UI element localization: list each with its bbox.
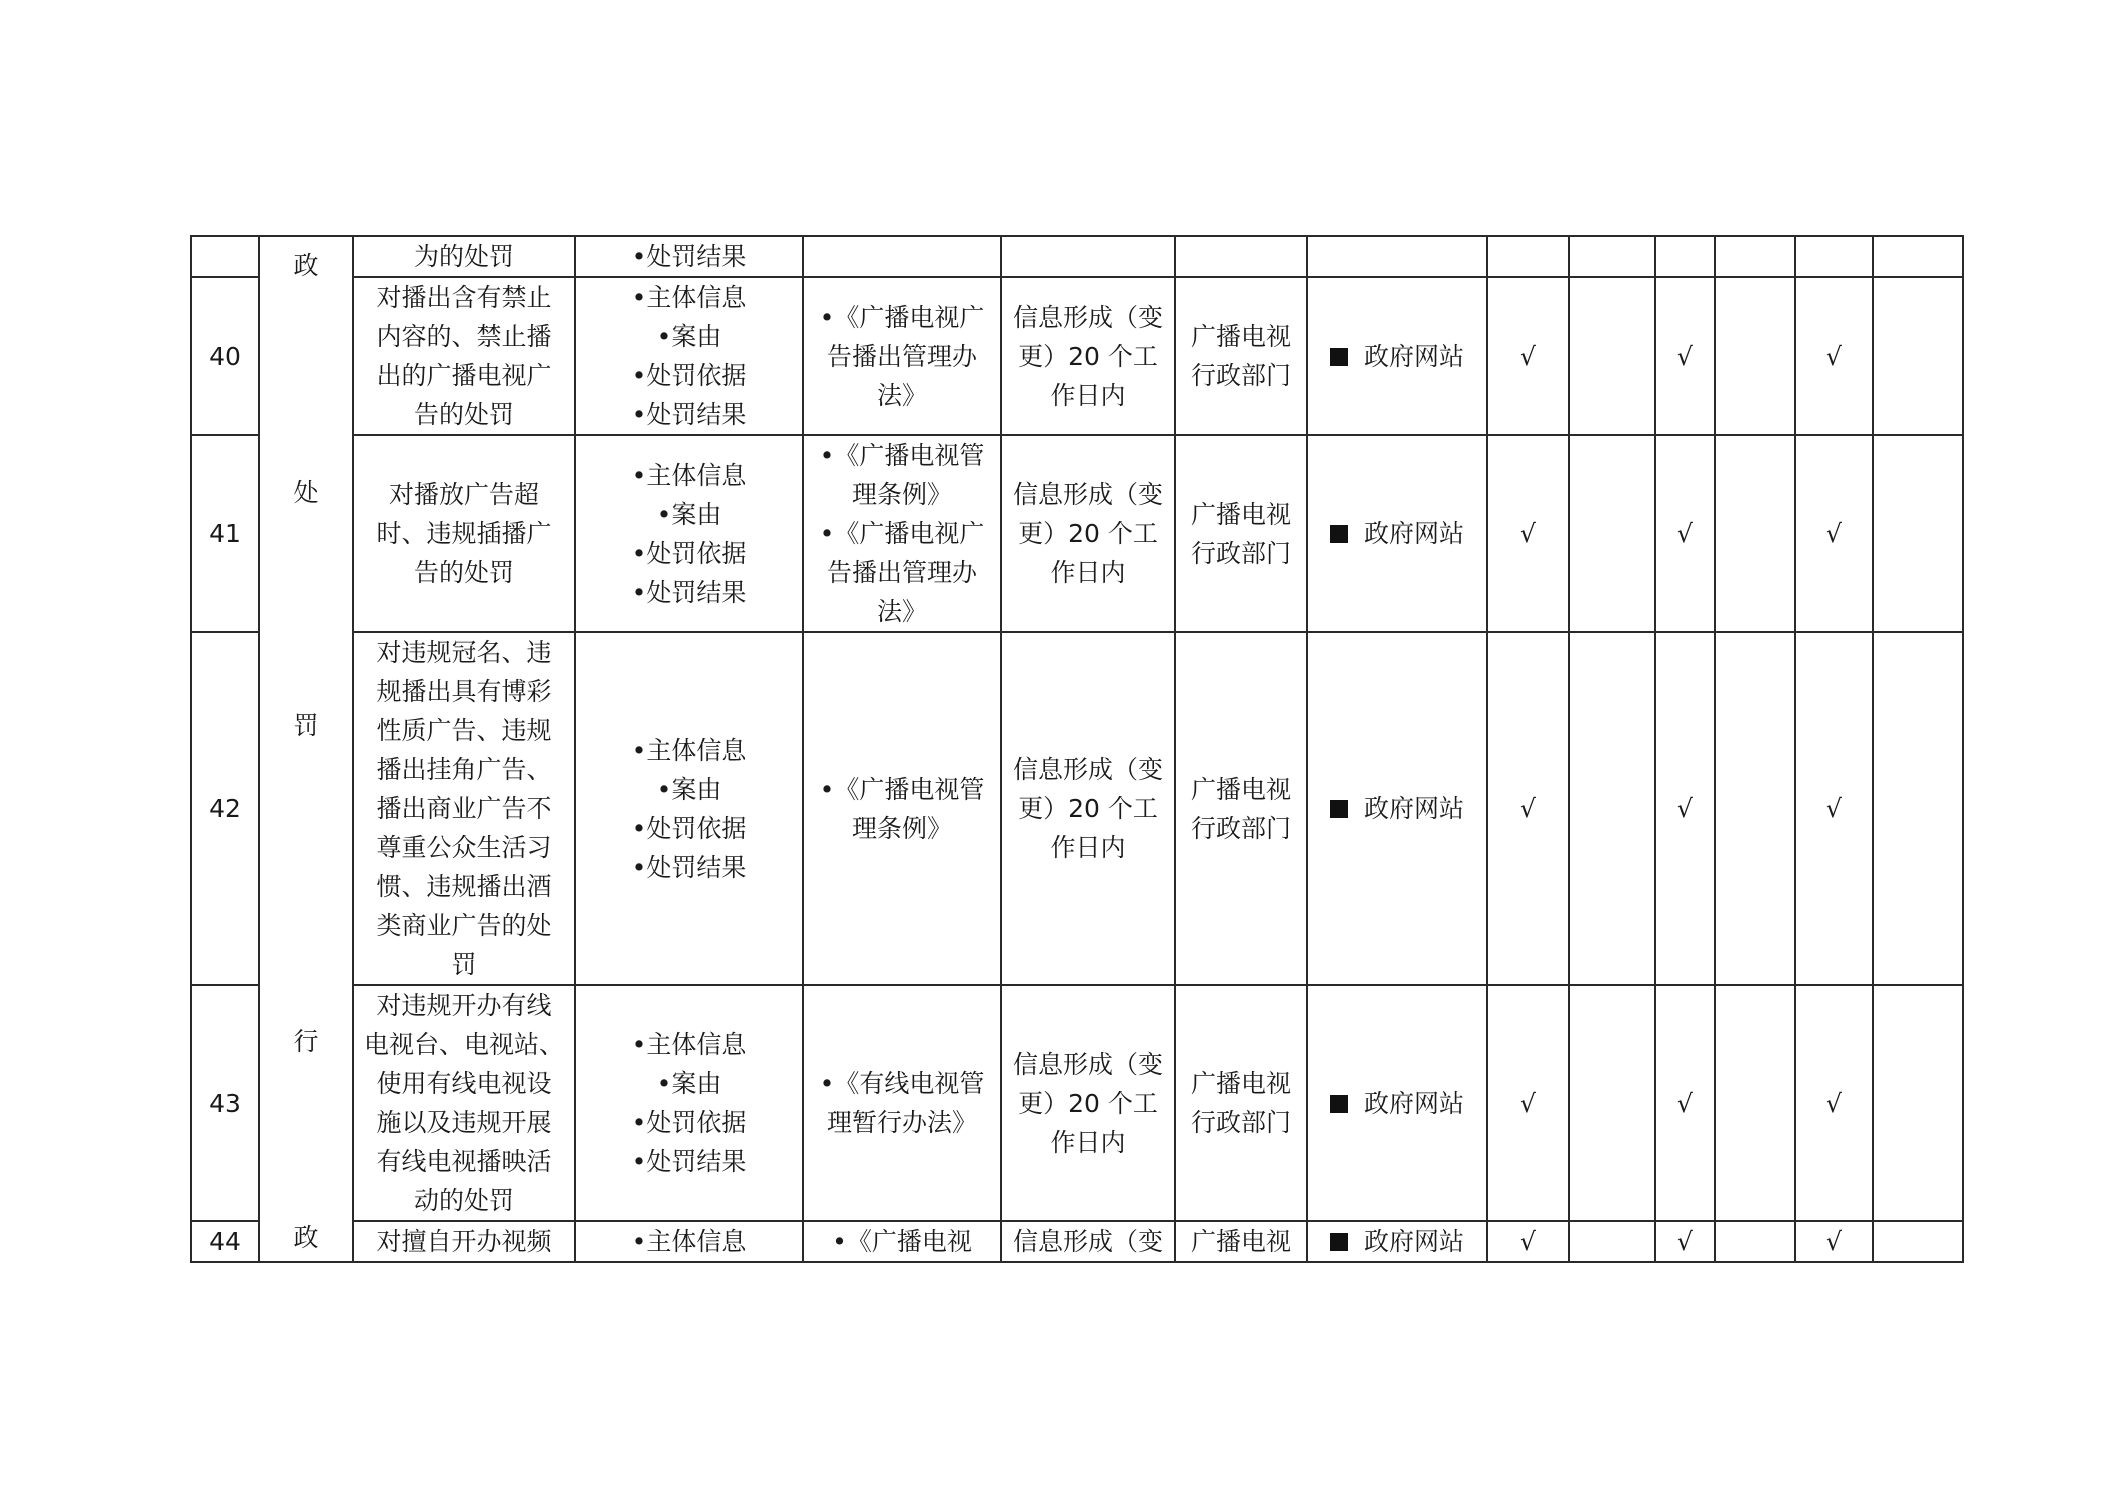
legal-basis [803, 435, 1001, 632]
responsible-dept-lines [1176, 1064, 1306, 1142]
disclosure-content-line: •主体信息 [631, 460, 747, 490]
responsible-dept-line: 广播电视 [1190, 1227, 1291, 1256]
disclosure-time [1001, 236, 1175, 277]
disclosure-time-line: 更）20 个工 [1018, 341, 1158, 371]
item-name-line: 播出挂角广告、 [376, 755, 552, 784]
disclosure-time-line: 更）20 个工 [1018, 519, 1158, 548]
legal-basis-line: 理暂行办法》 [826, 1108, 977, 1137]
row-number: 42 [191, 632, 259, 985]
legal-basis-line: •《广播电视管 [819, 441, 985, 470]
item-name [353, 985, 575, 1221]
item-name-line: 对擅自开办视频 [376, 1227, 552, 1256]
check-cell [1795, 236, 1873, 277]
disclosure-time [1001, 277, 1175, 435]
responsible-dept-line: 广播电视 [1190, 499, 1291, 529]
check-cell [1873, 277, 1963, 435]
check-cell: √ [1487, 1221, 1569, 1262]
disclosure-content-lines [576, 278, 802, 434]
item-name-line: 尊重公众生活习 [376, 833, 552, 862]
check-cell [1569, 1221, 1655, 1262]
item-name-line: 电视台、电视站、 [363, 1030, 564, 1059]
legal-basis [803, 236, 1001, 277]
check-cell: √ [1487, 277, 1569, 435]
legal-basis-lines [804, 298, 1000, 415]
disclosure-content [575, 277, 803, 435]
category-label-char: 政 [293, 1223, 319, 1252]
disclosure-content-line: •主体信息 [631, 283, 747, 312]
disclosure-content-line: •案由 [656, 322, 722, 351]
responsible-dept-line: 行政部门 [1190, 813, 1291, 843]
item-name-line: 对违规冠名、违 [376, 638, 552, 667]
legal-basis-line: 告播出管理办 [826, 341, 977, 371]
disclosure-channel [1307, 435, 1487, 632]
legal-basis [803, 632, 1001, 985]
category-label [260, 240, 352, 1258]
check-cell [1715, 632, 1795, 985]
check-cell [1569, 277, 1655, 435]
disclosure-content [575, 435, 803, 632]
disclosure-content-lines [576, 237, 802, 276]
legal-basis-lines [804, 1064, 1000, 1142]
disclosure-time-line: 更）20 个工 [1018, 794, 1158, 823]
disclosure-time-lines [1002, 1045, 1174, 1162]
disclosure-content-line: •主体信息 [631, 735, 747, 765]
item-name-lines [354, 278, 574, 434]
category-label-char: 处 [293, 478, 319, 507]
disclosure-time-lines [1002, 1222, 1174, 1261]
item-name-line: 出的广播电视广 [376, 361, 552, 390]
item-name-line: 性质广告、违规 [376, 716, 552, 745]
disclosure-time-lines [1002, 475, 1174, 592]
disclosure-channel [1307, 632, 1487, 985]
row-number: 44 [191, 1221, 259, 1262]
check-cell: √ [1795, 985, 1873, 1221]
disclosure-time-line: 更）20 个工 [1018, 1088, 1158, 1118]
legal-basis-line: •《有线电视管 [819, 1069, 985, 1098]
item-name-line: 罚 [451, 950, 477, 979]
disclosure-content-line: •案由 [656, 774, 722, 804]
legal-basis-line: 法》 [876, 597, 927, 626]
disclosure-time-line: 信息形成（变 [1012, 302, 1163, 332]
responsible-dept-line: 行政部门 [1190, 361, 1291, 390]
disclosure-time-line: 作日内 [1050, 380, 1126, 410]
check-cell [1715, 236, 1795, 277]
check-cell [1715, 985, 1795, 1221]
item-name-line: 类商业广告的处 [376, 911, 552, 940]
disclosure-content-line: •处罚依据 [631, 813, 747, 843]
category-label-char: 政 [293, 251, 319, 280]
disclosure-time [1001, 632, 1175, 985]
check-cell [1569, 985, 1655, 1221]
disclosure-channel [1307, 277, 1487, 435]
legal-basis-line: 法》 [876, 380, 927, 410]
disclosure-content-line: •处罚结果 [631, 400, 747, 429]
check-cell [1655, 236, 1715, 277]
disclosure-time [1001, 985, 1175, 1221]
check-cell: √ [1487, 985, 1569, 1221]
check-cell: √ [1795, 277, 1873, 435]
check-cell: √ [1655, 1221, 1715, 1262]
legal-basis-line: •《广播电视 [832, 1227, 972, 1256]
channel-text: 政府网站 [1363, 794, 1464, 823]
legal-basis-line: 理条例》 [851, 480, 952, 509]
channel-text: 政府网站 [1363, 519, 1464, 548]
disclosure-time [1001, 1221, 1175, 1262]
item-name-line: 使用有线电视设 [376, 1069, 552, 1098]
check-cell [1715, 1221, 1795, 1262]
responsible-dept [1175, 236, 1307, 277]
responsible-dept [1175, 632, 1307, 985]
item-name-lines [354, 475, 574, 592]
disclosure-content-line: •处罚结果 [631, 577, 747, 607]
responsible-dept-lines [1176, 1222, 1306, 1261]
item-name-line: 播出商业广告不 [376, 794, 552, 823]
disclosure-time-lines [1002, 750, 1174, 867]
check-cell [1873, 435, 1963, 632]
item-name-line: 告的处罚 [413, 558, 514, 587]
row-number: 43 [191, 985, 259, 1221]
disclosure-content-line: •处罚依据 [631, 361, 747, 390]
checkbox-square-icon [1330, 525, 1348, 543]
legal-basis-line: •《广播电视广 [819, 302, 985, 332]
legal-basis-line: •《广播电视管 [819, 774, 985, 804]
item-name-line: 对播放广告超 [388, 480, 539, 509]
item-name-lines [354, 633, 574, 984]
legal-basis-lines [804, 770, 1000, 848]
item-name [353, 435, 575, 632]
item-name-line: 内容的、禁止播 [376, 322, 552, 351]
disclosure-content [575, 236, 803, 277]
disclosure-channel [1307, 236, 1487, 277]
disclosure-table [190, 235, 1964, 1263]
check-cell: √ [1487, 632, 1569, 985]
check-cell [1873, 1221, 1963, 1262]
disclosure-content [575, 985, 803, 1221]
disclosure-content-line: •处罚结果 [631, 852, 747, 882]
legal-basis-lines [804, 1222, 1000, 1261]
item-name-line: 对播出含有禁止 [376, 283, 552, 312]
item-name [353, 277, 575, 435]
check-cell [1715, 277, 1795, 435]
table-row [191, 435, 1963, 632]
check-cell [1873, 236, 1963, 277]
check-cell [1569, 632, 1655, 985]
responsible-dept-line: 广播电视 [1190, 1069, 1291, 1098]
item-name [353, 1221, 575, 1262]
responsible-dept-line: 广播电视 [1190, 774, 1291, 804]
item-name-line: 时、违规插播广 [376, 519, 552, 548]
disclosure-content-line: •处罚依据 [631, 1108, 747, 1137]
check-cell: √ [1487, 435, 1569, 632]
category-label-cell [259, 236, 353, 1262]
table-body [191, 236, 1963, 1262]
legal-basis-line: •《广播电视广 [819, 519, 985, 548]
row-number [191, 236, 259, 277]
item-name-lines [354, 1222, 574, 1261]
responsible-dept [1175, 435, 1307, 632]
check-cell: √ [1655, 277, 1715, 435]
item-name [353, 632, 575, 985]
channel-text: 政府网站 [1363, 341, 1464, 371]
disclosure-content [575, 632, 803, 985]
responsible-dept [1175, 277, 1307, 435]
disclosure-time-line: 信息形成（变 [1012, 480, 1163, 509]
check-cell [1873, 985, 1963, 1221]
responsible-dept-lines [1176, 770, 1306, 848]
responsible-dept-line: 行政部门 [1190, 1108, 1291, 1137]
disclosure-time-line: 作日内 [1050, 558, 1126, 587]
disclosure-channel [1307, 985, 1487, 1221]
disclosure-content-lines [576, 731, 802, 887]
item-name-line: 动的处罚 [413, 1186, 514, 1215]
disclosure-time-line: 信息形成（变 [1012, 1049, 1163, 1079]
disclosure-content [575, 1221, 803, 1262]
disclosure-content-line: •处罚结果 [631, 1147, 747, 1176]
legal-basis-lines [804, 436, 1000, 631]
table-row [191, 1221, 1963, 1262]
disclosure-time-lines [1002, 298, 1174, 415]
table-row [191, 236, 1963, 277]
check-cell [1487, 236, 1569, 277]
disclosure-time-line: 信息形成（变 [1012, 755, 1163, 784]
item-name-line: 规播出具有博彩 [376, 677, 552, 706]
check-cell: √ [1795, 1221, 1873, 1262]
disclosure-content-line: •主体信息 [631, 1227, 747, 1256]
responsible-dept-lines [1176, 495, 1306, 573]
check-cell: √ [1655, 985, 1715, 1221]
responsible-dept-line: 广播电视 [1190, 322, 1291, 351]
disclosure-time [1001, 435, 1175, 632]
responsible-dept [1175, 1221, 1307, 1262]
check-cell [1569, 435, 1655, 632]
legal-basis-line: 告播出管理办 [826, 558, 977, 587]
disclosure-content-lines [576, 1025, 802, 1181]
responsible-dept-line: 行政部门 [1190, 538, 1291, 568]
disclosure-content-line: •案由 [656, 1069, 722, 1098]
checkbox-square-icon [1330, 1095, 1348, 1113]
check-cell: √ [1795, 435, 1873, 632]
item-name-lines [354, 237, 574, 276]
disclosure-content-line: •处罚结果 [631, 242, 747, 271]
table-row [191, 985, 1963, 1221]
disclosure-time-line: 作日内 [1050, 833, 1126, 862]
check-cell [1873, 632, 1963, 985]
category-label-char: 罚 [293, 711, 319, 740]
check-cell: √ [1655, 435, 1715, 632]
item-name-lines [354, 986, 574, 1220]
table-row [191, 632, 1963, 985]
item-name-line: 为的处罚 [413, 242, 514, 271]
legal-basis [803, 1221, 1001, 1262]
legal-basis-line: 理条例》 [851, 813, 952, 843]
category-label-char: 行 [293, 1027, 319, 1056]
item-name-line: 施以及违规开展 [376, 1108, 552, 1137]
channel-text: 政府网站 [1363, 1088, 1464, 1118]
item-name-line: 有线电视播映活 [376, 1147, 552, 1176]
disclosure-content-lines [576, 456, 802, 612]
check-cell: √ [1655, 632, 1715, 985]
check-cell: √ [1795, 632, 1873, 985]
item-name-line: 惯、违规播出酒 [376, 872, 552, 901]
check-cell [1569, 236, 1655, 277]
disclosure-content-line: •案由 [656, 499, 722, 529]
checkbox-square-icon [1330, 348, 1348, 366]
disclosure-time-line: 信息形成（变 [1012, 1227, 1163, 1256]
checkbox-square-icon [1330, 800, 1348, 818]
disclosure-channel [1307, 1221, 1487, 1262]
disclosure-content-line: •处罚依据 [631, 538, 747, 568]
disclosure-content-line: •主体信息 [631, 1030, 747, 1059]
checkbox-square-icon [1330, 1233, 1348, 1251]
responsible-dept [1175, 985, 1307, 1221]
legal-basis [803, 277, 1001, 435]
row-number: 41 [191, 435, 259, 632]
table-row [191, 277, 1963, 435]
item-name-line: 告的处罚 [413, 400, 514, 429]
legal-basis [803, 985, 1001, 1221]
responsible-dept-lines [1176, 317, 1306, 395]
check-cell [1715, 435, 1795, 632]
disclosure-content-lines [576, 1222, 802, 1261]
item-name-line: 对违规开办有线 [376, 991, 552, 1020]
disclosure-time-line: 作日内 [1050, 1127, 1126, 1157]
channel-text: 政府网站 [1363, 1227, 1464, 1256]
row-number: 40 [191, 277, 259, 435]
item-name [353, 236, 575, 277]
